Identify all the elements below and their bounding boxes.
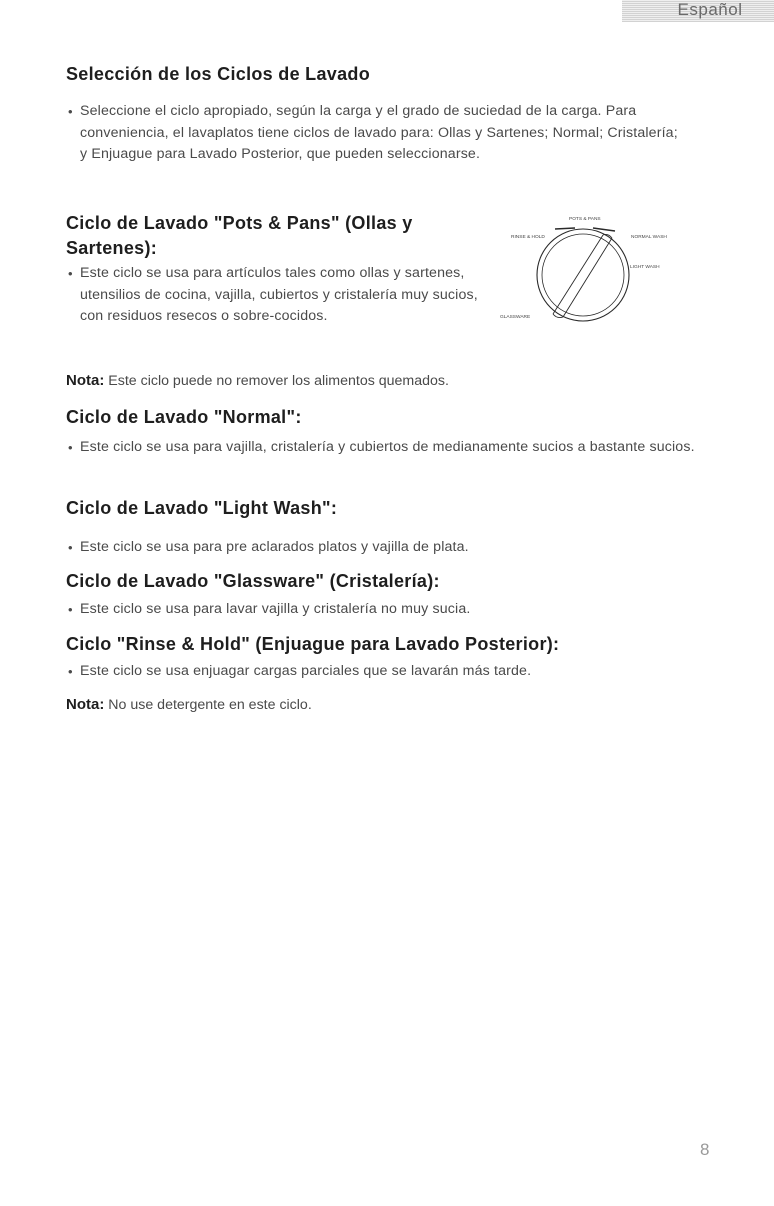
dial-label-rinse-hold: RINSE & HOLD [511,235,545,240]
note-1-label: Nota: [66,372,105,389]
dial-tick-mark [555,228,575,229]
rinse-hold-text: Este ciclo se usa enjuagar cargas parciales que se lavarán más tarde. [80,663,532,679]
dial-label-normal-wash: NORMAL WASH [631,235,667,240]
glassware-heading: Ciclo de Lavado "Glassware" (Cristalería): [66,571,440,591]
dial-inner-ring [542,234,624,316]
pots-pans-heading: Ciclo de Lavado "Pots & Pans" (Ollas y Sartenes): [66,213,413,258]
dial-pointer-line [563,238,612,317]
rinse-hold-heading: Ciclo "Rinse & Hold" (Enjuague para Lavado Posterior): [66,634,560,654]
note-1 [66,372,449,389]
glassware-text: Este ciclo se usa para lavar vajilla y cristalería no muy sucia. [80,601,471,617]
dial-label-pots-pans: POTS & PANS [569,217,601,222]
light-wash-text: Este ciclo se usa para pre aclarados platos y vajilla de plata. [80,539,469,555]
bullet-icon: • [68,664,73,679]
light-wash-heading: Ciclo de Lavado "Light Wash": [66,498,338,518]
page-number: 8 [700,1140,710,1159]
normal-text: Este ciclo se usa para vajilla, cristalería y cubiertos de medianamente sucios a bastante sucios. [80,439,695,455]
language-tab [622,0,774,22]
note-2 [66,696,312,713]
selection-text: Seleccione el ciclo apropiado, según la carga y el grado de suciedad de la carga. Para conveniencia, el lavaplatos tiene ciclos de lavado para: Ollas y Sartenes; Normal; Cristalería; y Enjuague para Lavado Posterior, que pueden seleccionarse. [80,103,678,162]
pots-pans-text: Este ciclo se usa para artículos tales como ollas y sartenes, utensilios de cocina, vajilla, cubiertos y cristalería muy sucios, con residuos resecos o sobre-cocidos. [80,265,478,324]
dial-label-light-wash: LIGHT WASH [630,265,660,270]
bullet-icon: • [68,540,73,555]
note-1-text: Este ciclo puede no remover los alimentos quemados. [108,373,449,389]
bullet-icon: • [68,266,73,281]
dial-outer-ring [537,229,629,321]
bullet-icon: • [68,104,73,119]
language-tab-label: Español [677,0,743,19]
bullet-icon: • [68,602,73,617]
note-2-label: Nota: [66,696,105,713]
selection-heading: Selección de los Ciclos de Lavado [66,64,370,84]
dial-label-glassware: GLASSWARE [500,315,531,320]
normal-heading: Ciclo de Lavado "Normal": [66,407,302,427]
bullet-icon: • [68,440,73,455]
dial-pointer-line [553,235,603,314]
note-2-text: No use detergente en este ciclo. [108,697,312,713]
cycle-dial-diagram [485,213,705,333]
